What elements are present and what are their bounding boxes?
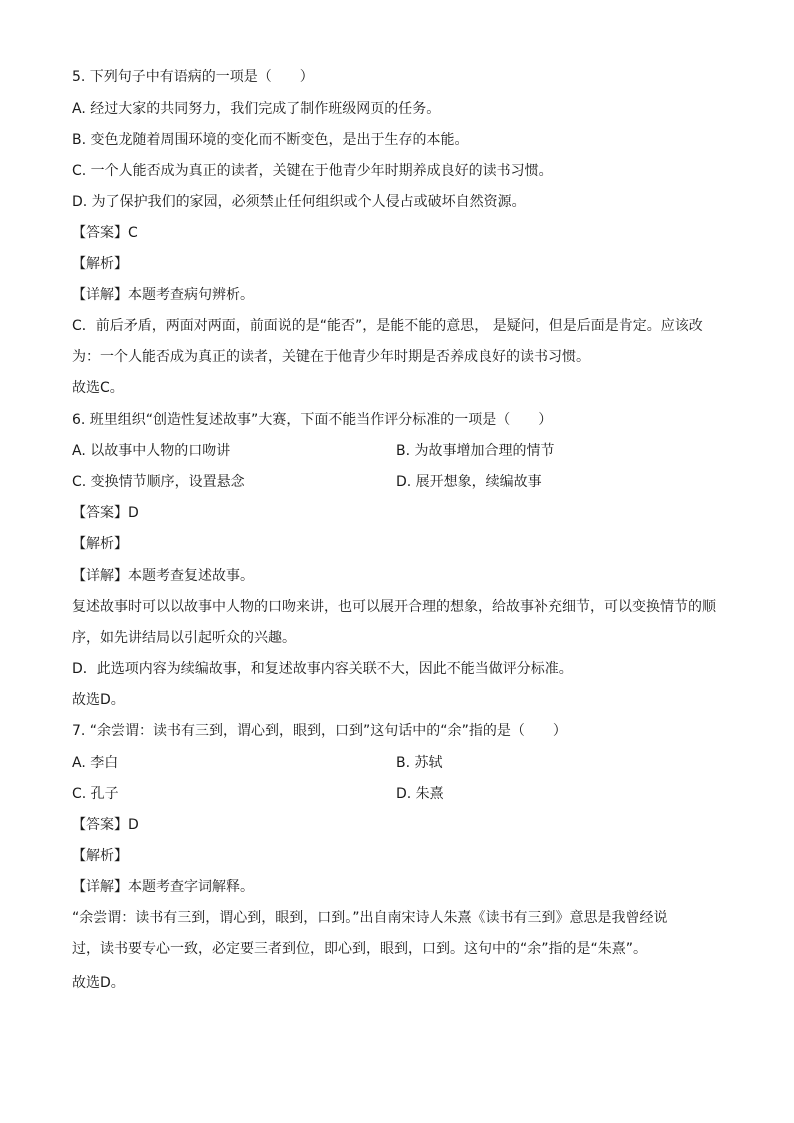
q7-explanation-line-2: 过，读书要专心一致，必定要三者到位，即心到，眼到，口到。这句中的“余”指的是“朱熹”。: [72, 941, 648, 957]
q7-analysis-label: 【解析】: [72, 848, 128, 864]
q7-conclusion: 故选D。: [72, 975, 125, 991]
q7-stem: 7. “余尝谓：读书有三到，谓心到，眼到，口到”这句话中的“余”指的是（ ）: [72, 723, 567, 739]
q6-option-a: A. 以故事中人物的口吻讲: [72, 443, 231, 459]
q5-answer: 【答案】C: [72, 225, 138, 241]
q6-conclusion: 故选D。: [72, 692, 125, 708]
q7-detail: 【详解】本题考查字词解释。: [72, 879, 254, 895]
q6-answer: 【答案】D: [72, 505, 139, 521]
q5-option-b: B. 变色龙随着周围环境的变化而不断变色，是出于生存的本能。: [72, 132, 469, 148]
q6-explanation-line-1: 复述故事时可以以故事中人物的口吻来讲，也可以展开合理的想象，给故事补充细节，可以变换情节的顺: [72, 599, 716, 615]
q5-stem: 5. 下列句子中有语病的一项是（ ）: [72, 69, 314, 85]
q7-option-c: C. 孔子: [72, 786, 119, 802]
q7-answer: 【答案】D: [72, 817, 139, 833]
q5-analysis-label: 【解析】: [72, 256, 128, 272]
q6-detail: 【详解】本题考查复述故事。: [72, 568, 254, 584]
q6-stem: 6. 班里组织“创造性复述故事”大赛，下面不能当作评分标准的一项是（ ）: [72, 412, 553, 428]
q6-option-d: D. 展开想象，续编故事: [396, 474, 542, 490]
q5-option-c: C. 一个人能否成为真正的读者，关键在于他青少年时期养成良好的读书习惯。: [72, 163, 553, 179]
q6-explanation-line-3: D．此选项内容为续编故事，和复述故事内容关联不大，因此不能当做评分标准。: [72, 661, 573, 677]
q7-option-d: D. 朱熹: [396, 786, 444, 802]
q7-option-b: B. 苏轼: [396, 755, 443, 771]
q6-option-c: C. 变换情节顺序，设置悬念: [72, 474, 245, 490]
q5-detail: 【详解】本题考查病句辨析。: [72, 287, 254, 303]
q6-analysis-label: 【解析】: [72, 536, 128, 552]
q7-explanation-line-1: “余尝谓：读书有三到，谓心到，眼到，口到。”出自南宋诗人朱熹《读书有三到》意思是我曾经说: [72, 910, 668, 926]
q6-explanation-line-2: 序，如先讲结局以引起听众的兴趣。: [72, 630, 296, 646]
q5-explanation-line-2: 为：一个人能否成为真正的读者，关键在于他青少年时期是否养成良好的读书习惯。: [72, 349, 590, 365]
q5-explanation-line-1: C．前后矛盾，两面对两面，前面说的是“能否”，是能不能的意思， 是疑问，但是后面是肯定。应该改: [72, 318, 703, 334]
q5-option-d: D. 为了保护我们的家园，必须禁止任何组织或个人侵占或破坏自然资源。: [72, 194, 526, 210]
q6-option-b: B. 为故事增加合理的情节: [396, 443, 555, 459]
q5-conclusion: 故选C。: [72, 380, 124, 396]
q5-option-a: A. 经过大家的共同努力，我们完成了制作班级网页的任务。: [72, 101, 441, 117]
q7-option-a: A. 李白: [72, 755, 119, 771]
